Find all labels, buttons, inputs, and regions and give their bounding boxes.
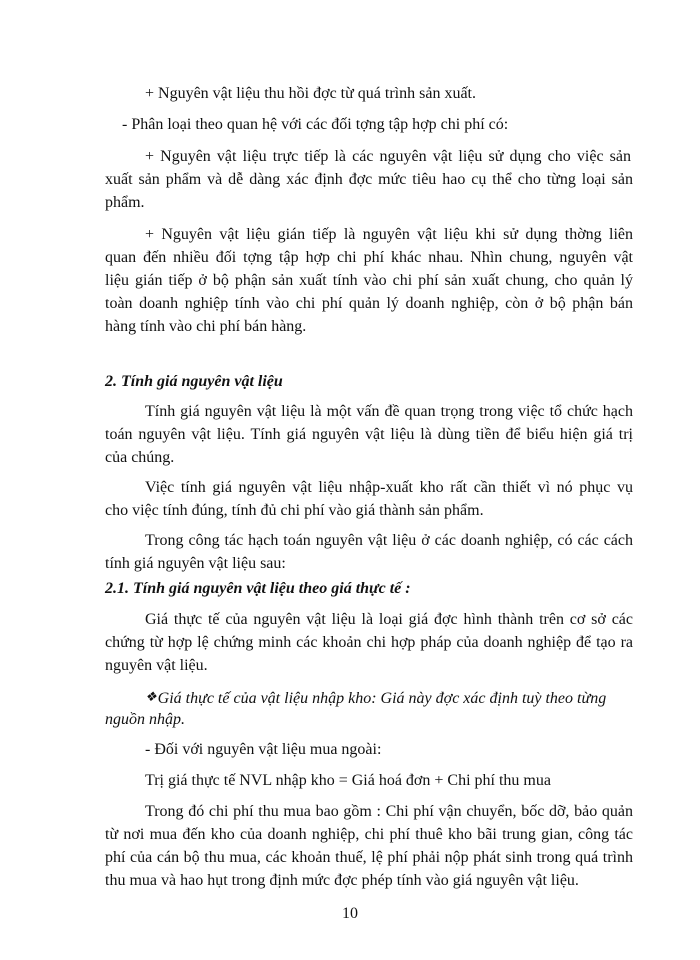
- paragraph-line: nguyên vật liệu.: [105, 657, 208, 674]
- bullet-text: Giá thực tế của vật liệu nhập kho: Giá này đợc xác định tuỳ theo từng: [157, 690, 607, 707]
- paragraph-line: + Nguyên vật liệu gián tiếp là nguyên vật liệu khi sử dụng thờng liên: [145, 226, 633, 243]
- paragraph-line: toàn doanh nghiệp tính vào chi phí quản lý doanh nghiệp, còn ở bộ phận bán: [105, 295, 633, 312]
- paragraph-line: cho việc tính đúng, tính đủ chi phí vào giá thành sản phẩm.: [105, 502, 484, 519]
- paragraph-line: phẩm.: [105, 194, 145, 211]
- paragraph-line: xuất sản phẩm và dễ dàng xác định đợc mức tiêu hao cụ thể cho từng loại sản: [105, 171, 633, 188]
- paragraph-line: nguồn nhập.: [105, 711, 185, 728]
- paragraph-line: liệu gián tiếp ở bộ phận sản xuất tính vào chi phí sản xuất chung, cho quản lý: [105, 272, 633, 289]
- paragraph-line: từ nơi mua đến kho của doanh nghiệp, chi phí thuê kho bãi trung gian, công tác: [105, 826, 633, 843]
- paragraph-line: phí của cán bộ thu mua, các khoản thuế, lệ phí phải nộp phát sinh trong quá trình: [105, 849, 633, 866]
- paragraph-line: Trong đó chi phí thu mua bao gồm : Chi phí vận chuyển, bốc dỡ, bảo quản: [145, 803, 633, 820]
- paragraph-line: quan đến nhiều đối tợng tập hợp chi phí khác nhau. Nhìn chung, nguyên vật: [105, 249, 633, 266]
- paragraph-line: Giá thực tế của nguyên vật liệu là loại giá đợc hình thành trên cơ sở các: [145, 611, 633, 628]
- paragraph-line: chứng từ hợp lệ chứng minh các khoản chi hợp pháp của doanh nghiệp để tạo ra: [105, 634, 633, 651]
- paragraph-line: Việc tính giá nguyên vật liệu nhập-xuất kho rất cần thiết vì nó phục vụ: [145, 479, 633, 496]
- paragraph-line: Tính giá nguyên vật liệu là một vấn đề quan trọng trong việc tổ chức hạch: [145, 403, 633, 420]
- paragraph-line: thu mua và hao hụt trong định mức đợc phép tính vào giá nguyên vật liệu.: [105, 872, 579, 889]
- paragraph-line: Trong công tác hạch toán nguyên vật liệu ở các doanh nghiệp, có các cách: [145, 532, 633, 549]
- diamond-bullet-icon: ❖: [145, 689, 157, 704]
- paragraph-line: tính giá nguyên vật liệu sau:: [105, 555, 286, 572]
- paragraph-line: - Phân loại theo quan hệ với các đối tợng tập hợp chi phí có:: [122, 116, 509, 133]
- section-heading: 2. Tính giá nguyên vật liệu: [105, 373, 283, 390]
- paragraph-line: + Nguyên vật liệu trực tiếp là các nguyên vật liệu sử dụng cho việc sản: [145, 148, 631, 165]
- paragraph-line: toán nguyên vật liệu. Tính giá nguyên vật liệu là dùng tiền để biểu hiện giá trị: [105, 426, 633, 443]
- paragraph-line: - Đối với nguyên vật liệu mua ngoài:: [145, 741, 382, 758]
- formula-line: Trị giá thực tế NVL nhập kho = Giá hoá đơn + Chi phí thu mua: [145, 772, 551, 789]
- paragraph-line: hàng tính vào chi phí bán hàng.: [105, 318, 307, 335]
- subsection-heading: 2.1. Tính giá nguyên vật liệu theo giá thực tế :: [105, 580, 411, 597]
- paragraph-line: + Nguyên vật liệu thu hồi đợc từ quá trình sản xuất.: [145, 85, 476, 102]
- bullet-line: [145, 687, 606, 709]
- page-number: 10: [342, 905, 358, 922]
- paragraph-line: của chúng.: [105, 449, 175, 466]
